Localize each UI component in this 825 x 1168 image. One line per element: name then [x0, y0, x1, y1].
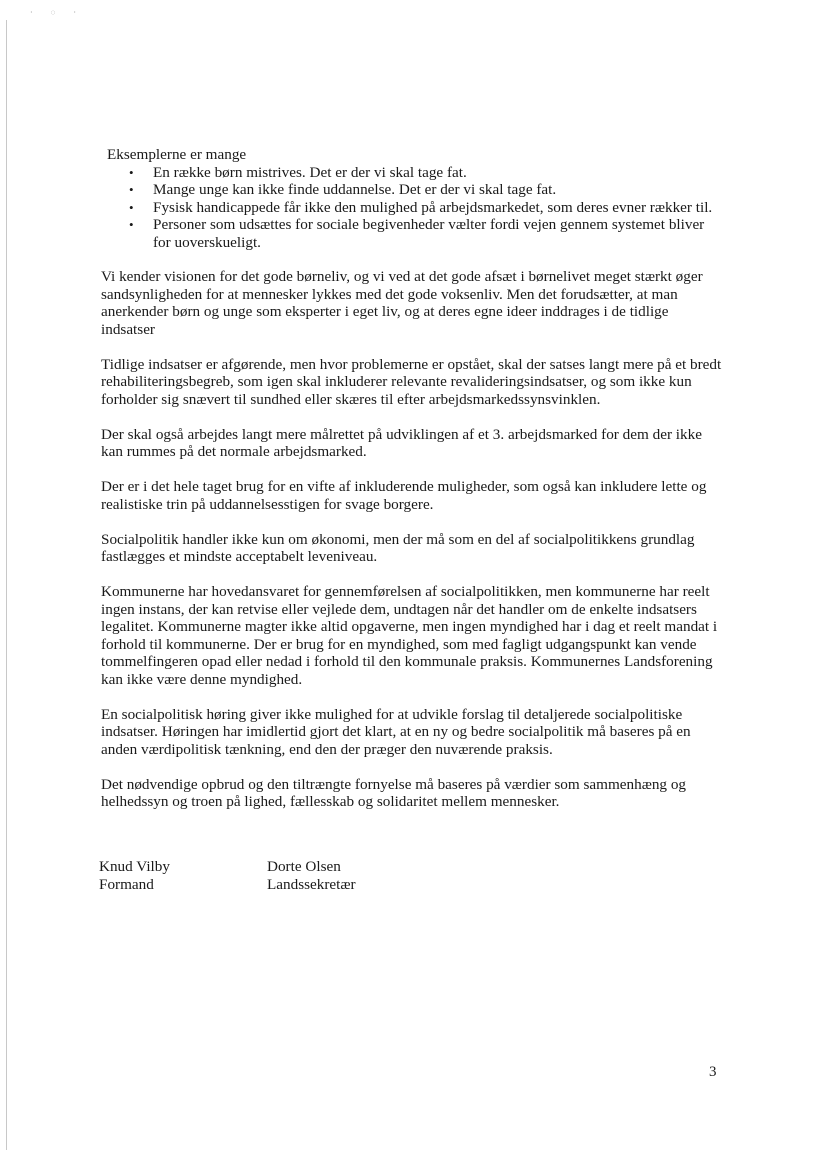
paragraph-values: Det nødvendige opbrud og den tiltrængte fornyelse må baseres på værdier som sammenhæng og helhedssyn og troen på lighed, fællesskab og solidaritet mellem mennesker. [101, 775, 687, 810]
scan-specks: · ◌ · [30, 8, 85, 17]
list-item [101, 164, 723, 182]
list-item-text: Mange unge kan ikke finde uddannelse. Det er der vi skal tage fat. [153, 181, 557, 198]
list-item-text: En række børn mistrives. Det er der vi skal tage fat. [153, 163, 467, 181]
signer-title: Formand [99, 875, 154, 893]
signer-name: Knud Vilby [99, 858, 170, 875]
bullet-icon: • [129, 182, 134, 197]
bullet-icon: • [129, 217, 134, 232]
paragraph-hearing: En socialpolitisk høring giver ikke mulighed for at udvikle forslag til detaljerede socialpolitiske indsatser. Høringen har imidlertid gjort det klart, at en ny og bedre socialpolitik må baseres på en anden værdipolitisk tænkning, end den der præger den nuværende praksis. [101, 705, 691, 758]
list-item-text: Personer som udsættes for sociale begivenheder vælter fordi vejen gennem systemet bliver for uoverskueligt. [153, 216, 705, 251]
scan-edge-line [6, 20, 7, 1150]
list-item [101, 216, 723, 251]
list-item [101, 181, 723, 199]
paragraph-labour-market: Der skal også arbejdes langt mere målrettet på udviklingen af et 3. arbejdsmarked for dem der ikke kan rummes på det normale arbejdsmarked. [101, 425, 702, 460]
signer-name: Dorte Olsen [267, 858, 341, 875]
list-item-text: Fysisk handicappede får ikke den mulighed på arbejdsmarkedet, som deres evner rækker til. [153, 198, 713, 216]
paragraph-economy: Socialpolitik handler ikke kun om økonomi, men der må som en del af socialpolitikkens grundlag fastlægges et mindste acceptabelt leveniveau. [101, 530, 695, 565]
signer-title: Landssekretær [267, 875, 356, 893]
examples-list [101, 164, 723, 252]
bullet-icon: • [129, 199, 134, 215]
letter-body [101, 146, 723, 828]
list-item [101, 199, 723, 217]
paragraph-inclusive-options: Der er i det hele taget brug for en vifte af inkluderende muligheder, som også kan inkludere lette og realistiske trin på uddannelsesstigen for svage borgere. [101, 478, 707, 513]
paragraph-municipalities: Kommunerne har hovedansvaret for gennemførelsen af socialpolitikken, men kommunerne har reelt ingen instans, der kan retvise eller vejlede dem, undtagen når det handler om de enkelte indsatsers legalitet. Kommunerne magter ikke altid opgaverne, men ingen myndighed har i dag et reelt mandat i forhold til kommunerne. Der er brug for en myndighed, som med fagligt udgangspunkt kan vende tommelfingeren opad eller nedad i forhold til den kommunale praksis. Kommunernes Landsforening kan ikke være denne myndighed. [101, 583, 718, 688]
bullet-icon: • [129, 164, 134, 180]
examples-intro: Eksemplerne er mange [107, 146, 247, 163]
signature-right [267, 858, 356, 893]
paragraph-early-efforts: Tidlige indsatser er afgørende, men hvor problemerne er opstået, skal der satses langt mere på et bredt rehabiliteringsbegreb, som igen skal inkluderer relevante revalideringsindsatser, og som ikke kun forholder sig snævert til sundhed eller skæres til efter arbejdsmarkedssynsvinklen. [101, 355, 722, 408]
signature-left [99, 858, 170, 893]
paragraph-vision: Vi kender visionen for det gode børneliv, og vi ved at det gode afsæt i børnelivet meget stærkt øger sandsynligheden for at mennesker lykkes med det gode voksenliv. Men det forudsætter, at man anerkender børn og unge som eksperter i eget liv, og at deres egne ideer inddrages i de tidlige indsatser [101, 268, 703, 338]
page-number: 3 [709, 1064, 717, 1080]
